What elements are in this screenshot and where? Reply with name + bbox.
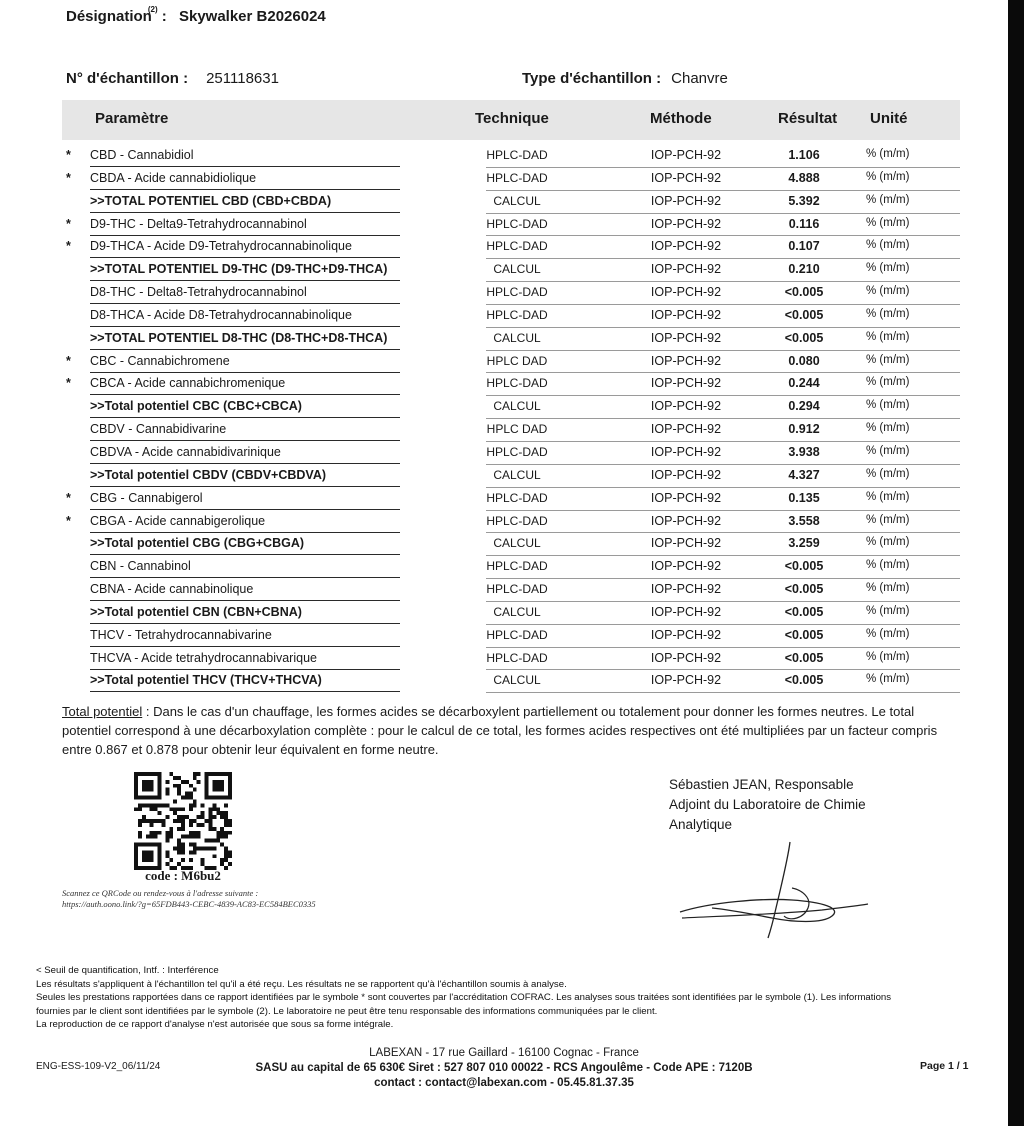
row-method: IOP-PCH-92 [650, 148, 722, 162]
row-technique: CALCUL [493, 536, 541, 551]
row-unit: % (m/m) [866, 148, 910, 160]
row-result: <0.005 [784, 330, 824, 345]
row-technique: HPLC-DAD [486, 376, 548, 391]
table-row [62, 579, 960, 602]
sample-number-label: N° d'échantillon : [66, 70, 189, 87]
table-row [62, 442, 960, 465]
row-result: 5.392 [788, 193, 820, 208]
row-parameter: CBCA - Acide cannabichromenique [90, 375, 400, 395]
row-technique: CALCUL [493, 193, 541, 208]
qr-code-icon[interactable] [134, 772, 232, 870]
row-unit: % (m/m) [866, 262, 910, 275]
row-method: IOP-PCH-92 [650, 490, 722, 505]
row-technique: HPLC-DAD [486, 285, 548, 300]
header-result: Résultat [778, 110, 838, 127]
row-unit: % (m/m) [866, 285, 910, 298]
row-method: IOP-PCH-92 [650, 399, 722, 414]
qr-code-label: code : M6bu2 [145, 868, 221, 883]
designation-ref: (2) [147, 5, 158, 14]
row-unit: % (m/m) [866, 239, 910, 252]
designation-label: Désignation [66, 8, 152, 25]
row-unit: % (m/m) [866, 353, 910, 366]
row-star: * [66, 513, 71, 528]
row-result: 0.080 [788, 353, 820, 368]
row-method: IOP-PCH-92 [650, 444, 722, 459]
row-technique: HPLC-DAD [486, 513, 548, 528]
row-parameter: CBDV - Cannabidivarine [90, 421, 400, 441]
row-parameter: D9-THCA - Acide D9-Tetrahydrocannabinolique [90, 238, 400, 258]
sample-type [522, 70, 728, 87]
row-unit: % (m/m) [866, 627, 910, 640]
row-result: 0.210 [788, 262, 820, 277]
row-method: IOP-PCH-92 [650, 193, 722, 208]
table-row [62, 488, 960, 511]
row-method: IOP-PCH-92 [650, 422, 722, 437]
row-unit: % (m/m) [866, 307, 910, 320]
row-result: 0.107 [788, 239, 820, 254]
row-unit: % (m/m) [866, 330, 910, 343]
row-unit: % (m/m) [866, 399, 910, 412]
row-result: <0.005 [784, 307, 824, 322]
row-method: IOP-PCH-92 [650, 582, 722, 597]
row-parameter: >>Total potentiel THCV (THCV+THCVA) [90, 672, 400, 692]
row-technique: HPLC-DAD [486, 490, 548, 505]
row-parameter: CBC - Cannabichromene [90, 353, 400, 373]
qr-hint-url[interactable]: https://auth.oono.link/?g=65FDB443-CEBC-4839-AC83-EC584BEC0335 [62, 899, 316, 909]
note-text: : Dans le cas d'un chauffage, les formes acides se décarboxylent partiellement ou totalement pour donner les formes neutres. Le total potentiel correspond à une décarboxylation complète : pour le calcul de ce total, les formes acides respectives ont été multipliées par un facteur compris entre 0.867 et 0.878 pour obtenir leur équivalent en forme neutre. [62, 704, 938, 757]
qr-hint [62, 888, 316, 910]
row-parameter: >>TOTAL POTENTIEL D8-THC (D8-THC+D8-THCA) [90, 330, 400, 350]
row-parameter: CBDVA - Acide cannabidivarinique [90, 444, 400, 464]
row-parameter: CBGA - Acide cannabigerolique [90, 513, 400, 533]
row-parameter: >>Total potentiel CBN (CBN+CBNA) [90, 604, 400, 624]
row-unit: % (m/m) [866, 376, 910, 389]
row-result: 3.938 [788, 444, 820, 459]
signature-icon [672, 838, 872, 948]
row-method: IOP-PCH-92 [650, 604, 722, 619]
row-unit: % (m/m) [866, 673, 910, 686]
row-result: 3.259 [788, 536, 820, 551]
row-parameter: D9-THC - Delta9-Tetrahydrocannabinol [90, 216, 400, 236]
row-unit: % (m/m) [866, 513, 910, 526]
table-row [62, 282, 960, 305]
row-technique: CALCUL [493, 604, 541, 619]
table-row [62, 305, 960, 328]
footnote-line: Seules les prestations rapportées dans ce rapport identifiées par le symbole * sont couvertes par l'accréditation COFRAC. Les analyses sous traitées sont identifiées par le symbole (1). Les informations [36, 992, 892, 1003]
footnote-line: < Seuil de quantification, Intf. : Interférence [36, 965, 219, 976]
row-method: IOP-PCH-92 [650, 673, 722, 688]
row-method: IOP-PCH-92 [650, 376, 722, 391]
sample-type-value: Chanvre [671, 70, 728, 87]
row-technique: CALCUL [493, 673, 541, 688]
row-unit: % (m/m) [866, 170, 910, 183]
signer-line2: Adjoint du Laboratoire de Chimie [669, 797, 866, 812]
row-technique: HPLC-DAD [486, 170, 548, 185]
results-table [62, 145, 960, 693]
table-row [62, 168, 960, 191]
table-header [62, 100, 960, 140]
row-result: 0.135 [788, 490, 820, 505]
lab-info [0, 1046, 1008, 1091]
row-result: 4.888 [788, 170, 820, 185]
row-method: IOP-PCH-92 [650, 536, 722, 551]
table-row [62, 396, 960, 419]
row-method: IOP-PCH-92 [650, 216, 722, 231]
row-technique: CALCUL [493, 330, 541, 345]
row-star: * [66, 216, 71, 231]
row-result: <0.005 [784, 627, 824, 642]
row-result: 0.294 [788, 399, 820, 414]
row-technique: HPLC-DAD [486, 582, 548, 597]
row-result: <0.005 [784, 559, 824, 574]
row-result: <0.005 [784, 285, 824, 300]
row-technique: HPLC DAD [486, 422, 548, 437]
designation: Désignation$^{(2)}$ : Skywalker B2026024 [66, 5, 326, 25]
table-row [62, 351, 960, 374]
row-parameter: CBD - Cannabidiol [90, 147, 400, 167]
row-parameter: >>Total potentiel CBDV (CBDV+CBDVA) [90, 467, 400, 487]
table-row [62, 145, 960, 168]
row-parameter: THCV - Tetrahydrocannabivarine [90, 627, 400, 647]
row-technique: CALCUL [493, 399, 541, 414]
row-parameter: CBN - Cannabinol [90, 558, 400, 578]
row-technique: HPLC DAD [486, 353, 548, 368]
row-result: <0.005 [784, 582, 824, 597]
row-parameter: >>Total potentiel CBG (CBG+CBGA) [90, 535, 400, 555]
footnotes [36, 964, 1011, 1032]
table-row [62, 259, 960, 282]
row-star: * [66, 170, 71, 185]
row-method: IOP-PCH-92 [650, 262, 722, 277]
table-row [62, 511, 960, 534]
signer-line3: Analytique [669, 817, 733, 832]
header-unit: Unité [870, 110, 908, 127]
row-result: <0.005 [784, 650, 824, 665]
row-parameter: THCVA - Acide tetrahydrocannabivarique [90, 650, 400, 670]
row-method: IOP-PCH-92 [650, 627, 722, 642]
table-row [62, 602, 960, 625]
row-technique: HPLC-DAD [486, 307, 548, 322]
row-method: IOP-PCH-92 [650, 307, 722, 322]
row-parameter: >>TOTAL POTENTIEL D9-THC (D9-THC+D9-THCA) [90, 261, 400, 281]
row-star: * [66, 148, 71, 162]
row-technique: CALCUL [493, 467, 541, 482]
scan-edge [1008, 0, 1024, 1126]
row-unit: % (m/m) [866, 536, 910, 549]
row-result: 3.558 [788, 513, 820, 528]
row-method: IOP-PCH-92 [650, 353, 722, 368]
header-method: Méthode [650, 110, 712, 127]
table-row [62, 214, 960, 237]
row-result: <0.005 [784, 673, 824, 688]
lab-address: LABEXAN - 17 rue Gaillard - 16100 Cognac - France [369, 1047, 639, 1059]
row-star: * [66, 490, 71, 505]
table-row [62, 670, 960, 693]
row-method: IOP-PCH-92 [650, 467, 722, 482]
table-row [62, 328, 960, 351]
row-method: IOP-PCH-92 [650, 239, 722, 254]
qr-hint-line1: Scannez ce QRCode ou rendez-vous à l'adresse suivante : [62, 888, 259, 898]
table-row [62, 191, 960, 214]
row-parameter: CBG - Cannabigerol [90, 490, 400, 510]
row-technique: HPLC-DAD [486, 444, 548, 459]
row-unit: % (m/m) [866, 650, 910, 663]
lab-legal: SASU au capital de 65 630€ Siret : 527 807 010 00022 - RCS Angoulême - Code APE : 7120B [255, 1062, 753, 1074]
table-row [62, 556, 960, 579]
row-unit: % (m/m) [866, 559, 910, 572]
footnote-line: Les résultats s'appliquent à l'échantillon tel qu'il a été reçu. Les résultats ne se rapportent qu'à l'échantillon soumis à analyse. [36, 978, 567, 990]
row-result: 4.327 [788, 467, 820, 482]
row-unit: % (m/m) [866, 467, 910, 480]
table-row [62, 625, 960, 648]
table-row [62, 465, 960, 488]
row-parameter: CBNA - Acide cannabinolique [90, 581, 400, 601]
row-technique: HPLC-DAD [486, 239, 548, 254]
table-row [62, 533, 960, 556]
row-parameter: D8-THCA - Acide D8-Tetrahydrocannabinolique [90, 307, 400, 327]
row-technique: CALCUL [493, 262, 541, 277]
row-unit: % (m/m) [866, 490, 910, 503]
table-row [62, 236, 960, 259]
row-method: IOP-PCH-92 [650, 330, 722, 345]
table-row [62, 419, 960, 442]
row-method: IOP-PCH-92 [650, 559, 722, 574]
row-method: IOP-PCH-92 [650, 650, 722, 665]
row-result: 0.912 [788, 422, 820, 437]
designation-value: Skywalker B2026024 [178, 8, 326, 25]
row-star: * [66, 239, 71, 254]
header-param: Paramètre [95, 110, 169, 127]
row-result: 0.116 [788, 216, 820, 231]
row-unit: % (m/m) [866, 216, 910, 229]
row-unit: % (m/m) [866, 422, 910, 435]
row-method: IOP-PCH-92 [650, 170, 722, 185]
sample-type-label: Type d'échantillon : [522, 70, 662, 87]
lab-contact: contact : contact@labexan.com - 05.45.81.37.35 [374, 1077, 634, 1089]
row-parameter: >>Total potentiel CBC (CBC+CBCA) [90, 398, 400, 418]
sample-number-value: 251118631 [206, 70, 279, 87]
row-technique: HPLC-DAD [486, 148, 548, 162]
row-unit: % (m/m) [866, 604, 910, 617]
table-row [62, 373, 960, 396]
header-technique: Technique [475, 110, 549, 127]
row-parameter: >>TOTAL POTENTIEL CBD (CBD+CBDA) [90, 193, 400, 213]
row-technique: HPLC-DAD [486, 216, 548, 231]
row-unit: % (m/m) [866, 193, 910, 206]
document-code: ENG-ESS-109-V2_06/11/24 [36, 1061, 161, 1072]
page-number: Page 1 / 1 [920, 1060, 969, 1072]
row-method: IOP-PCH-92 [650, 513, 722, 528]
signer-block [669, 775, 866, 835]
row-divider [486, 692, 960, 693]
note-label: Total potentiel [62, 704, 143, 719]
footnote-line: La reproduction de ce rapport d'analyse n'est autorisée que sous sa forme intégrale. [36, 1019, 394, 1030]
row-parameter: D8-THC - Delta8-Tetrahydrocannabinol [90, 284, 400, 304]
row-result: <0.005 [784, 604, 824, 619]
table-row [62, 648, 960, 671]
row-technique: HPLC-DAD [486, 627, 548, 642]
row-result: 0.244 [788, 376, 820, 391]
row-unit: % (m/m) [866, 582, 910, 595]
row-result: 1.106 [788, 148, 820, 162]
sample-number [66, 70, 279, 87]
signer-line1: Sébastien JEAN, Responsable [669, 777, 854, 792]
row-technique: HPLC-DAD [486, 559, 548, 574]
total-potentiel-note [62, 702, 962, 759]
footnote-line: fournies par le client sont identifiées par le symbole (2). Le laboratoire ne peut être tenu responsable des informations communiquées par le client. [36, 1005, 658, 1017]
row-star: * [66, 376, 71, 391]
row-star: * [66, 353, 71, 368]
row-parameter: CBDA - Acide cannabidiolique [90, 170, 400, 190]
row-method: IOP-PCH-92 [650, 285, 722, 300]
row-unit: % (m/m) [866, 444, 910, 457]
row-technique: HPLC-DAD [486, 650, 548, 665]
